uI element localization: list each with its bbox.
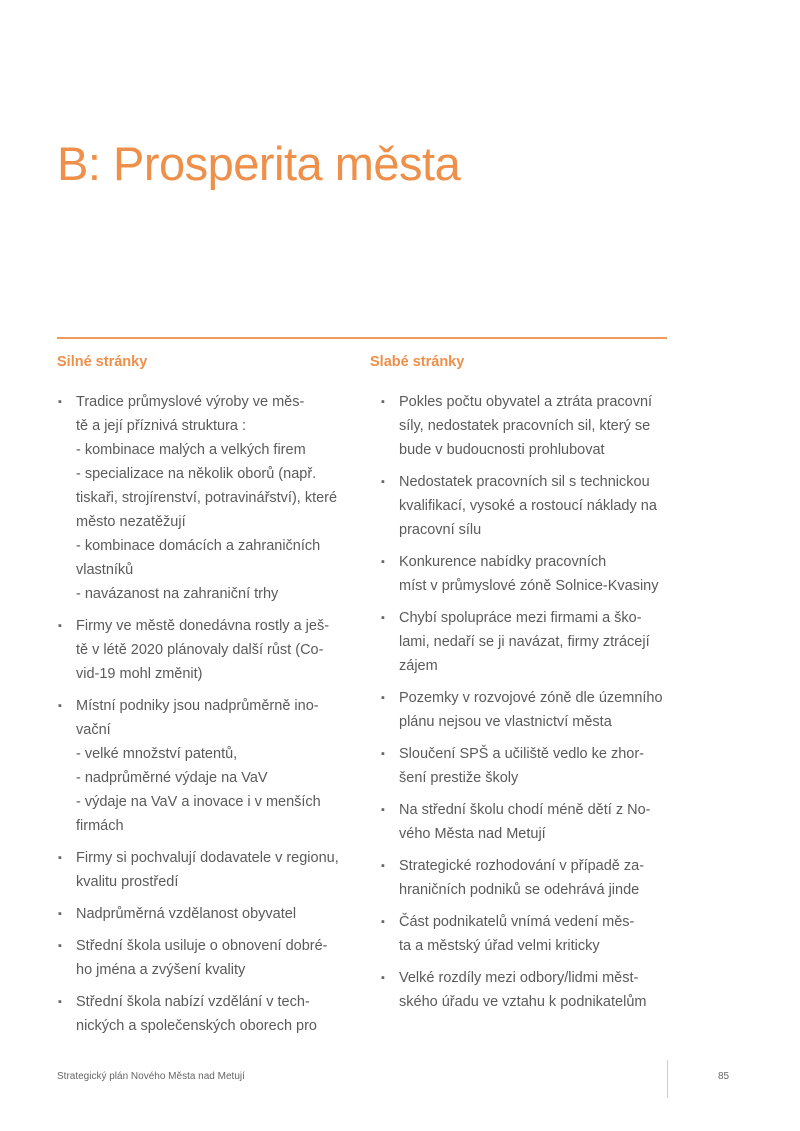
list-item-text: Firmy si pochvalují dodavatele v regionu, [76, 850, 339, 866]
bullet-icon: ▪ [381, 916, 385, 928]
list-item-text: šení prestiže školy [399, 770, 519, 786]
list-item [380, 606, 675, 678]
list-item-text: - navázanost na zahraniční trhy [76, 586, 279, 602]
bullet-icon: ▪ [381, 804, 385, 816]
list-item-text: Chybí spolupráce mezi firmami a ško- [399, 610, 642, 626]
list-item-text: tě v létě 2020 plánovaly další růst (Co- [76, 642, 324, 658]
list-item-text: tě a její příznivá struktura : [76, 418, 247, 434]
list-item-text: - kombinace domácích a zahraničních [76, 538, 321, 554]
weaknesses-list [380, 390, 675, 1022]
list-item-text: vační [76, 722, 111, 738]
list-item-text: pracovní sílu [399, 522, 482, 538]
list-item-text: Sloučení SPŠ a učiliště vedlo ke zhor- [399, 746, 645, 762]
list-item [380, 470, 675, 542]
list-item-text: hraničních podniků se odehrává jinde [399, 882, 640, 898]
list-item-text: firmách [76, 818, 124, 834]
list-item-text: město nezatěžují [76, 514, 186, 530]
bullet-icon: ▪ [381, 692, 385, 704]
page-number: 85 [718, 1071, 730, 1082]
list-item [380, 798, 675, 846]
list-item-text: - velké množství patentů, [76, 746, 238, 762]
footer-document-title: Strategický plán Nového Města nad Metují [57, 1071, 245, 1082]
list-item-text: Firmy ve městě donedávna rostly a ješ- [76, 618, 330, 634]
list-item-text: vlastníků [76, 562, 134, 578]
list-item-text: zájem [399, 658, 438, 674]
bullet-icon: ▪ [58, 700, 62, 712]
list-item-text: lami, nedaří se ji navázat, firmy ztrácejí [399, 634, 650, 650]
bullet-icon: ▪ [58, 396, 62, 408]
list-item [57, 846, 352, 894]
list-item-text: kvalifikací, vysoké a rostoucí náklady na [399, 498, 657, 514]
list-item-text: bude v budoucnosti prohlubovat [399, 442, 605, 458]
list-item-text: nických a společenských oborech pro [76, 1018, 317, 1034]
bullet-icon: ▪ [58, 620, 62, 632]
list-item-text: ského úřadu ve vztahu k podnikatelům [399, 994, 647, 1010]
list-item [57, 934, 352, 982]
list-item-text: vid-19 mohl změnit) [76, 666, 203, 682]
strengths-list [57, 390, 352, 1046]
list-item-text: ho jména a zvýšení kvality [76, 962, 246, 978]
list-item [380, 910, 675, 958]
list-item [380, 742, 675, 790]
list-item-text: ta a městský úřad velmi kriticky [399, 938, 600, 954]
list-item-text: - specializace na několik oborů (např. [76, 466, 317, 482]
list-item-text: Střední škola usiluje o obnovení dobré- [76, 938, 328, 954]
footer-divider [667, 1060, 668, 1098]
section-divider [57, 337, 667, 339]
list-item-text: vého Města nad Metují [399, 826, 546, 842]
bullet-icon: ▪ [58, 852, 62, 864]
page-title: B: Prosperita města [57, 137, 461, 190]
list-item [380, 390, 675, 462]
bullet-icon: ▪ [381, 860, 385, 872]
bullet-icon: ▪ [381, 612, 385, 624]
list-item [380, 966, 675, 1014]
list-item [57, 614, 352, 686]
list-item-text: Místní podniky jsou nadprůměrně ino- [76, 698, 319, 714]
bullet-icon: ▪ [58, 996, 62, 1008]
bullet-icon: ▪ [381, 396, 385, 408]
list-item-text: Nedostatek pracovních sil s technickou [399, 474, 650, 490]
list-item-text: Tradice průmyslové výroby ve měs- [76, 394, 305, 410]
list-item [57, 990, 352, 1038]
weaknesses-heading: Slabé stránky [370, 354, 465, 370]
list-item-text: - kombinace malých a velkých firem [76, 442, 306, 458]
bullet-icon: ▪ [381, 476, 385, 488]
list-item-text: Část podnikatelů vnímá vedení měs- [399, 914, 635, 930]
list-item-text: Velké rozdíly mezi odbory/lidmi měst- [399, 970, 639, 986]
list-item-text: Střední škola nabízí vzdělání v tech- [76, 994, 310, 1010]
strengths-heading: Silné stránky [57, 354, 148, 370]
bullet-icon: ▪ [381, 556, 385, 568]
list-item-text: Na střední školu chodí méně dětí z No- [399, 802, 651, 818]
list-item-text: tiskaři, strojírenství, potravinářství), které [76, 490, 338, 506]
bullet-icon: ▪ [58, 940, 62, 952]
list-item [380, 854, 675, 902]
list-item-text: Pozemky v rozvojové zóně dle územního [399, 690, 663, 706]
list-item-text: Pokles počtu obyvatel a ztráta pracovní [399, 394, 653, 410]
list-item-text: míst v průmyslové zóně Solnice-Kvasiny [399, 578, 659, 594]
list-item-text: Konkurence nabídky pracovních [399, 554, 607, 570]
list-item-text: Strategické rozhodování v případě za- [399, 858, 645, 874]
list-item-text: plánu nejsou ve vlastnictví města [399, 714, 612, 730]
bullet-icon: ▪ [381, 748, 385, 760]
list-item-text: kvalitu prostředí [76, 874, 179, 890]
list-item [57, 390, 352, 606]
list-item [57, 902, 352, 926]
list-item [57, 694, 352, 838]
list-item-text: Nadprůměrná vzdělanost obyvatel [76, 906, 297, 922]
list-item [380, 686, 675, 734]
list-item-text: síly, nedostatek pracovních sil, který se [399, 418, 651, 434]
bullet-icon: ▪ [381, 972, 385, 984]
list-item-text: - nadprůměrné výdaje na VaV [76, 770, 268, 786]
bullet-icon: ▪ [58, 908, 62, 920]
list-item [380, 550, 675, 598]
list-item-text: - výdaje na VaV a inovace i v menších [76, 794, 321, 810]
